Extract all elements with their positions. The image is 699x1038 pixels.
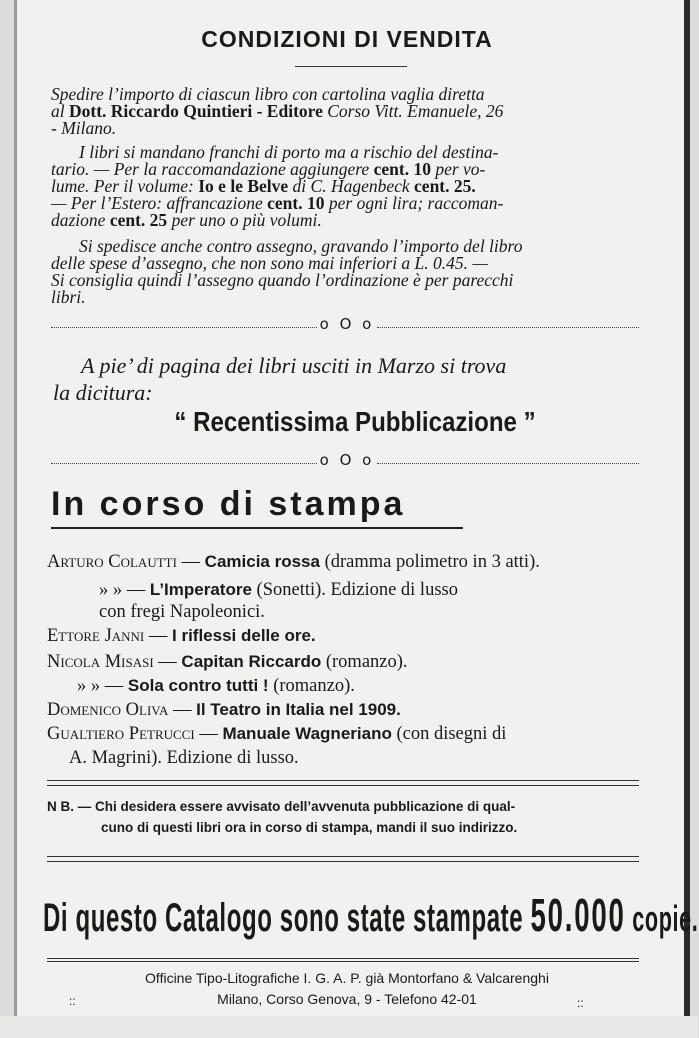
notice-text: A pie’ di pagina dei libri usciti in Marzo si trova la dicitura: <box>53 353 507 405</box>
featured-book-title: Io e le Belve <box>198 176 289 196</box>
page-title: CONDIZIONI DI VENDITA <box>201 26 493 52</box>
list-item: A. Magrini). Edizione di lusso. <box>69 748 299 768</box>
list-item: Nicola Misasi — Capitan Riccardo (romanzo). <box>47 652 408 672</box>
list-item: Domenico Oliva — Il Teatro in Italia nel 1909. <box>47 700 401 720</box>
ornament-separator: o O o <box>51 320 639 334</box>
publisher-name: Dott. Riccardo Quintieri - Editore <box>69 101 323 121</box>
ornament-colon: :: <box>577 996 584 1010</box>
double-divider <box>47 856 639 862</box>
printer-imprint: Officine Tipo-Litografiche I. G. A. P. già Montorfano & Valcarenghi Milano, Corso Genova, 9 - Telefono 42-01 <box>145 970 549 1007</box>
list-item: » » — L’Imperatore (Sonetti). Edizione di lusso <box>99 580 458 600</box>
recent-publication-label: “ Recentissima Pubblicazione ” <box>174 406 536 437</box>
cod-paragraph: Si spedisce anche contro assegno, gravando l’importo del libro delle spese d’assegno, che non sono mai inferiori a L. 0.45. — Si consiglia quindi l’assegno quando l’ordinazione è per parecchi libri. <box>51 236 523 307</box>
catalog-page <box>14 0 699 1016</box>
payment-paragraph: Spedire l’importo di ciascun libro con cartolina vaglia diretta al Dott. Riccardo Quintieri - Editore Corso Vitt. Emanuele, 26 - Milano. <box>51 84 504 138</box>
list-item: Arturo Colautti — Camicia rossa (dramma polimetro in 3 atti). <box>47 552 540 572</box>
list-item: Ettore Janni — I riflessi delle ore. <box>47 626 316 646</box>
scan-margin <box>0 1016 698 1038</box>
list-item: Gualtiero Petrucci — Manuale Wagneriano (con disegni di <box>47 724 507 744</box>
list-item: » » — Sola contro tutti ! (romanzo). <box>77 676 355 696</box>
ornament-colon: :: <box>69 994 76 1008</box>
nb-note: N B. — Chi desidera essere avvisato dell’avvenuta pubblicazione di qual- cuno di questi libri ora in corso di stampa, mandi il suo indirizzo. <box>47 799 518 835</box>
double-divider <box>47 958 639 962</box>
list-item: con fregi Napoleonici. <box>99 602 265 622</box>
shipping-paragraph: I libri si mandano franchi di porto ma a rischio del destina- tario. — Per la raccomandazione aggiungere cent. 10 per vo- lume. Per il volume: Io e le Belve di C. Hagenbeck cent. 25. — Per l’Estero: affrancazione cent. 10 per ogni lira; raccoman- dazione cent. 25 per uno o più volumi. <box>51 142 504 230</box>
in-press-heading: In corso di stampa <box>51 485 406 523</box>
print-run-count: 50.000 <box>530 889 626 941</box>
ornament-separator: o O o <box>51 456 639 470</box>
double-divider <box>47 780 639 786</box>
print-run-banner: Di questo Catalogo sono state stampate 50.000 copie. <box>43 889 699 941</box>
heading-underline <box>51 527 463 529</box>
title-underline <box>295 66 407 67</box>
